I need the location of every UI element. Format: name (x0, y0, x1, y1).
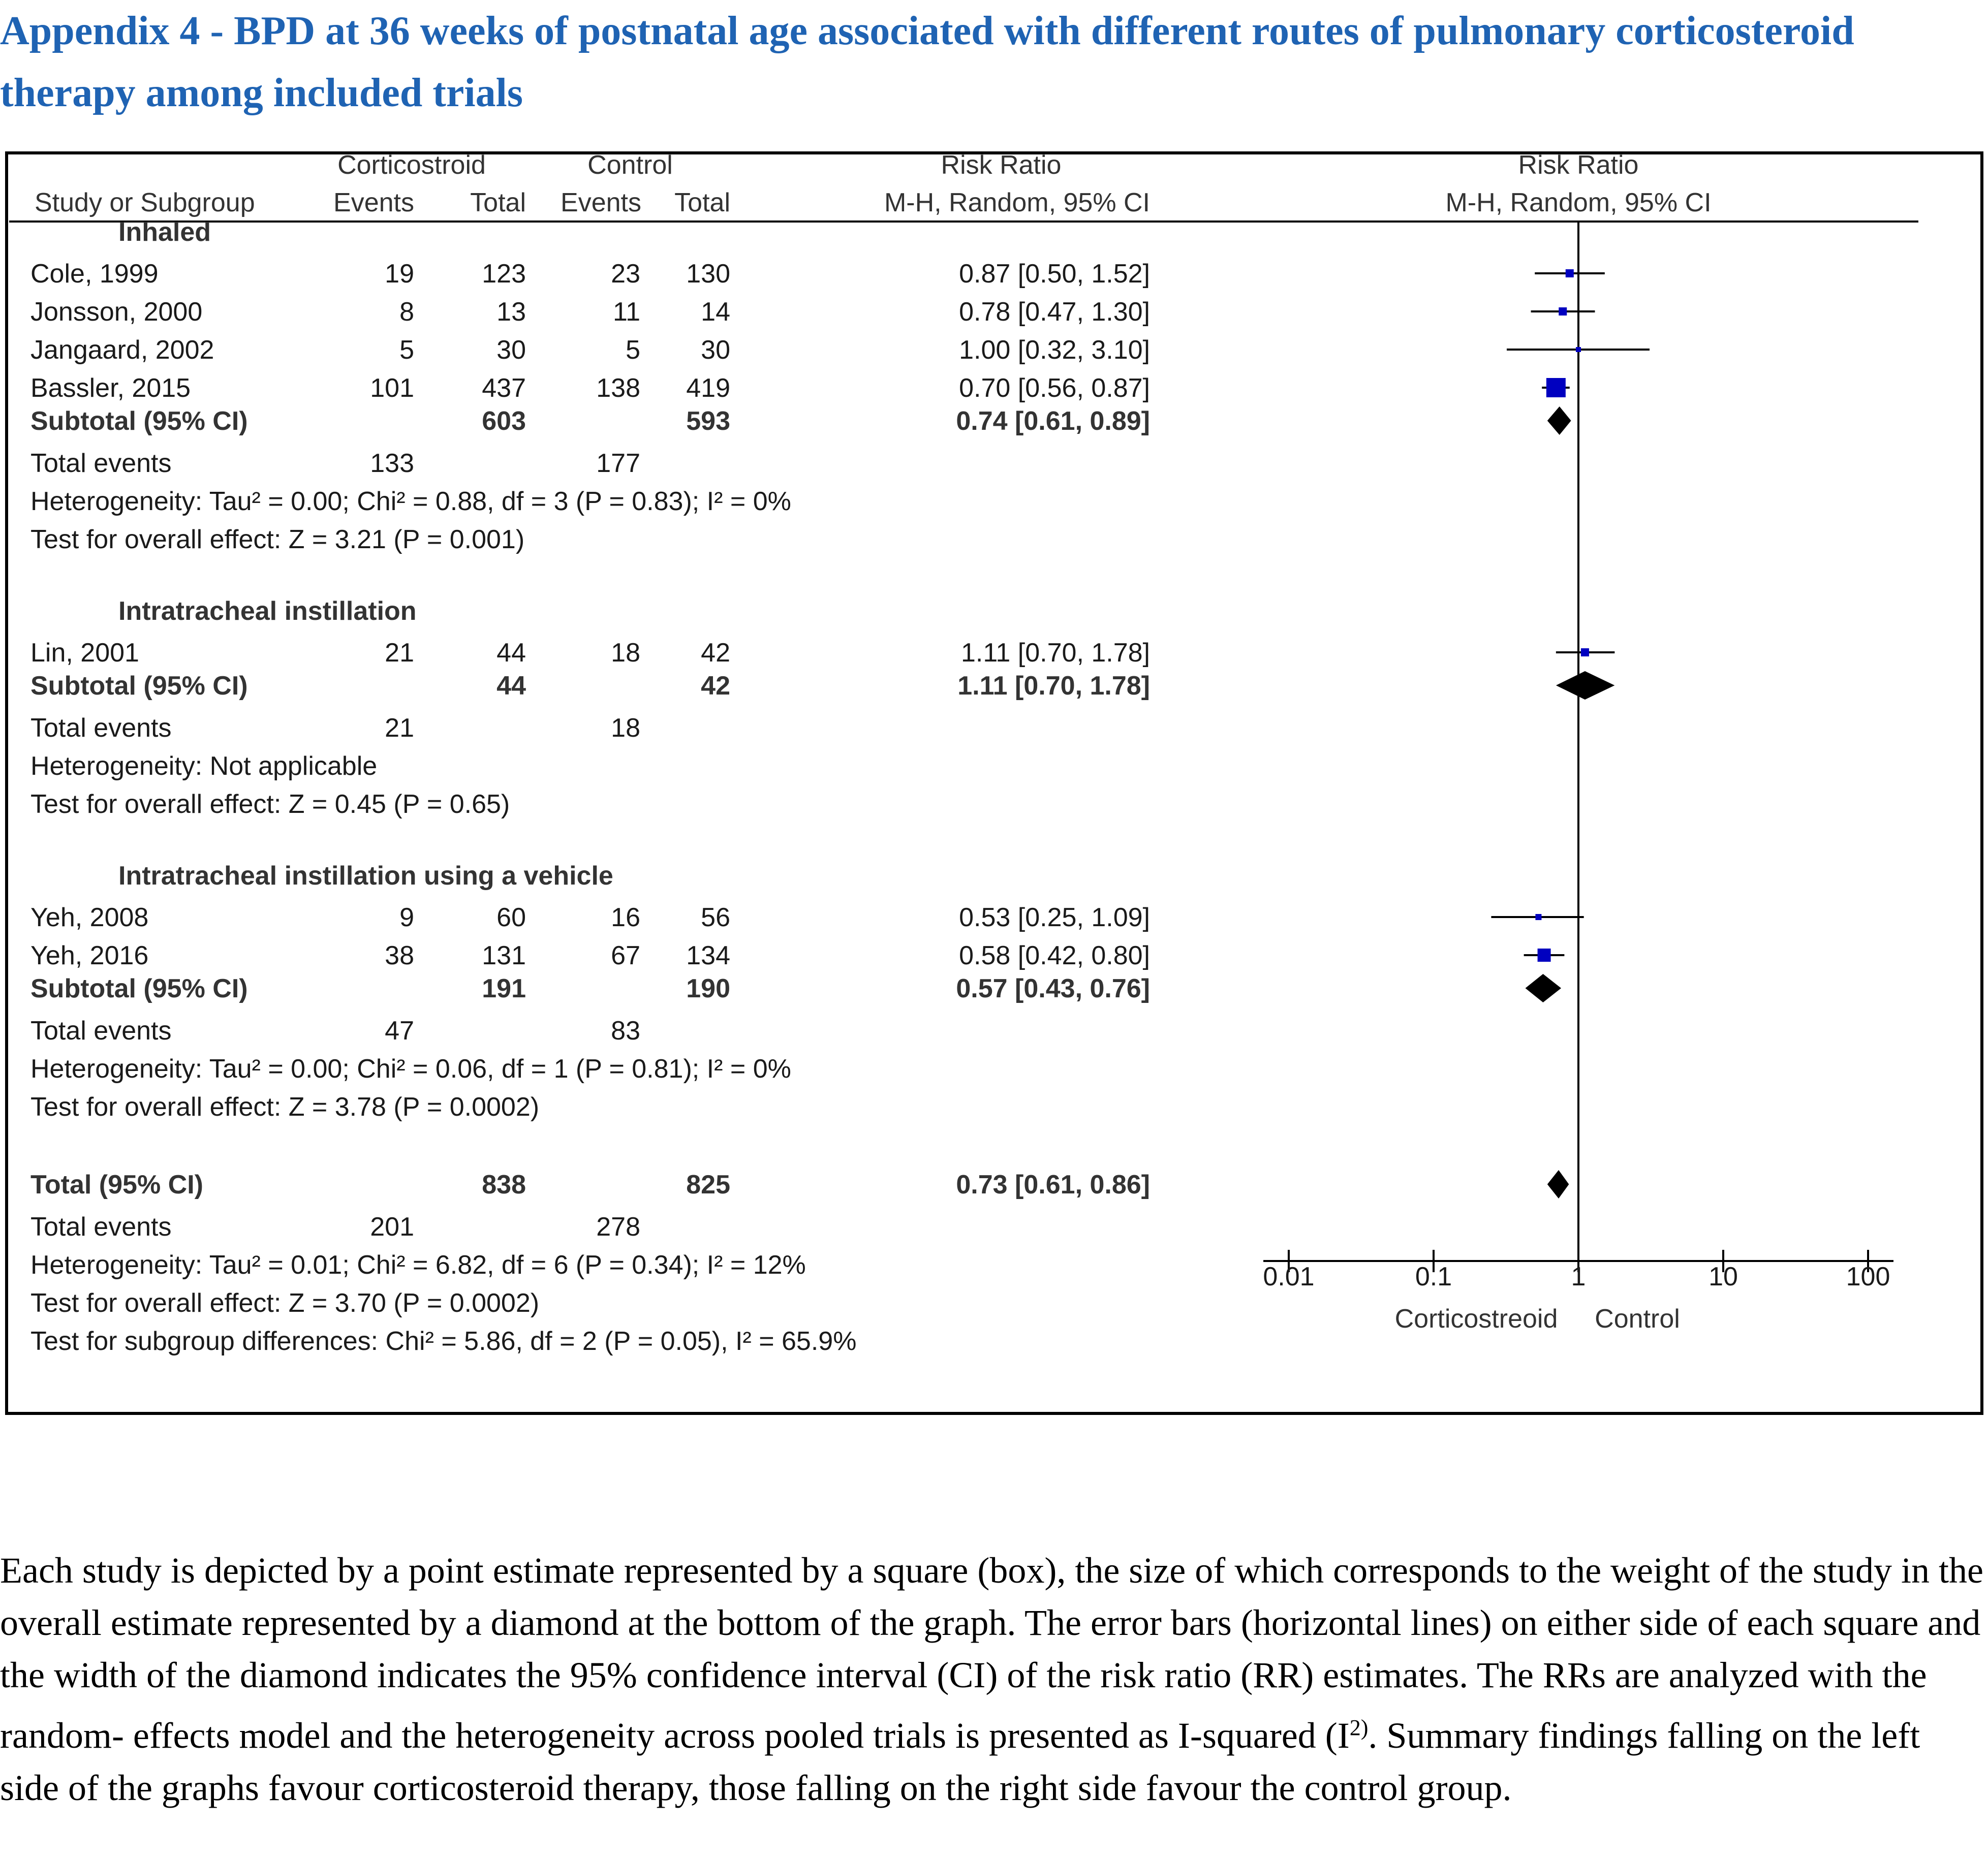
events-control: 16 (611, 903, 640, 932)
caption-text-2: . Summary findings falling on the left side of the graphs favour corticosteroid therapy, those falling on the right side favour the control group. (0, 1715, 1920, 1808)
subtotal-ci: 1.11 [0.70, 1.78] (957, 671, 1150, 701)
header-ci-right: M-H, Random, 95% CI (1445, 188, 1712, 217)
subtotal-diamond (1526, 974, 1561, 1002)
total-events-label: Total events (30, 1212, 172, 1242)
header-control: Control (587, 150, 673, 180)
total-control: 134 (686, 941, 730, 970)
total-events-control: 177 (596, 449, 640, 478)
point-estimate-square (1546, 378, 1566, 397)
total-corticosteroid: 13 (496, 297, 526, 327)
subtotal-diamond (1556, 671, 1615, 700)
x-axis-tick-label: 10 (1709, 1262, 1738, 1291)
events-control: 138 (596, 373, 640, 403)
x-axis-tick-label: 100 (1846, 1262, 1890, 1291)
caption-text-1: Each study is depicted by a point estimate represented by a square (box), the size of which corresponds to the weight of the study in the overall estimate represented by a diamond at the bottom of the graph. The error bars (horizontal lines) on either side of each square and the width of the diamond indicates the 95% confidence interval (CI) of the risk ratio (RR) estimates. The RRs are analyzed with the random- effects model and the heterogeneity across pooled trials is presented as I-squared (I (0, 1550, 1983, 1756)
header-risk-ratio-right: Risk Ratio (1518, 150, 1639, 180)
subtotal-diamond (1547, 406, 1571, 435)
statistics-line: Heterogeneity: Tau² = 0.01; Chi² = 6.82, df = 6 (P = 0.34); I² = 12% (30, 1250, 806, 1280)
study-name: Jangaard, 2002 (30, 335, 214, 365)
total-control: 14 (701, 297, 730, 327)
overall-total-corticosteroid: 838 (482, 1170, 526, 1200)
subtotal-label: Subtotal (95% CI) (30, 406, 248, 436)
x-axis-tick-label: 0.1 (1415, 1262, 1452, 1291)
risk-ratio-ci: 0.87 [0.50, 1.52] (959, 259, 1150, 289)
risk-ratio-ci: 0.53 [0.25, 1.09] (959, 903, 1150, 932)
favours-control-label: Control (1595, 1304, 1680, 1334)
header-corticosteroid: Corticostroid (337, 150, 486, 180)
total-corticosteroid: 30 (496, 335, 526, 365)
total-events-label: Total events (30, 1016, 172, 1046)
header-total-2: Total (674, 188, 730, 217)
total-events-corticosteroid: 21 (385, 713, 414, 743)
subtotal-ci: 0.57 [0.43, 0.76] (956, 974, 1150, 1003)
events-control: 11 (613, 297, 640, 327)
overall-ci: 0.73 [0.61, 0.86] (956, 1170, 1150, 1200)
statistics-line: Heterogeneity: Tau² = 0.00; Chi² = 0.06, df = 1 (P = 0.81); I² = 0% (30, 1054, 791, 1084)
statistics-line: Test for overall effect: Z = 0.45 (P = 0.65) (30, 790, 510, 819)
header-events-1: Events (333, 188, 414, 217)
header-total-1: Total (470, 188, 526, 217)
subtotal-total-corticosteroid: 191 (482, 974, 526, 1003)
header-study: Study or Subgroup (35, 188, 255, 217)
study-name: Cole, 1999 (30, 259, 159, 289)
total-control: 130 (686, 259, 730, 289)
total-control: 30 (701, 335, 730, 365)
subtotal-total-control: 42 (701, 671, 730, 701)
total-control: 419 (686, 373, 730, 403)
overall-total-control: 825 (686, 1170, 730, 1200)
study-name: Lin, 2001 (30, 638, 139, 668)
total-corticosteroid: 437 (482, 373, 526, 403)
total-events-control: 278 (596, 1212, 640, 1242)
events-corticosteroid: 19 (385, 259, 414, 289)
subgroup-heading: Intratracheal instillation using a vehicle (118, 861, 613, 891)
total-control: 56 (701, 903, 730, 932)
study-name: Yeh, 2008 (30, 903, 149, 932)
caption-superscript: 2) (1349, 1715, 1369, 1740)
events-corticosteroid: 21 (385, 638, 414, 668)
events-control: 18 (611, 638, 640, 668)
subtotal-total-corticosteroid: 44 (496, 671, 526, 701)
figure-caption (0, 1544, 1984, 1814)
point-estimate-square (1576, 347, 1581, 352)
total-corticosteroid: 60 (496, 903, 526, 932)
total-events-label: Total events (30, 449, 172, 478)
events-corticosteroid: 8 (399, 297, 414, 327)
events-corticosteroid: 9 (399, 903, 414, 932)
study-name: Yeh, 2016 (30, 941, 149, 970)
total-events-corticosteroid: 201 (370, 1212, 414, 1242)
header-risk-ratio-left: Risk Ratio (941, 150, 1062, 180)
statistics-line: Heterogeneity: Tau² = 0.00; Chi² = 0.88, df = 3 (P = 0.83); I² = 0% (30, 487, 791, 516)
subtotal-total-corticosteroid: 603 (482, 406, 526, 436)
total-corticosteroid: 131 (482, 941, 526, 970)
total-events-label: Total events (30, 713, 172, 743)
statistics-line: Test for subgroup differences: Chi² = 5.86, df = 2 (P = 0.05), I² = 65.9% (30, 1327, 857, 1356)
events-control: 23 (611, 259, 640, 289)
study-name: Bassler, 2015 (30, 373, 191, 403)
point-estimate-square (1535, 914, 1541, 920)
statistics-line: Test for overall effect: Z = 3.70 (P = 0.0002) (30, 1288, 540, 1318)
total-corticosteroid: 123 (482, 259, 526, 289)
point-estimate-square (1559, 307, 1567, 316)
total-corticosteroid: 44 (496, 638, 526, 668)
risk-ratio-ci: 0.70 [0.56, 0.87] (959, 373, 1150, 403)
subtotal-total-control: 593 (686, 406, 730, 436)
subgroup-heading: Intratracheal instillation (118, 596, 417, 626)
risk-ratio-ci: 1.11 [0.70, 1.78] (961, 638, 1150, 668)
subtotal-label: Subtotal (95% CI) (30, 671, 248, 701)
overall-label: Total (95% CI) (30, 1170, 203, 1200)
events-corticosteroid: 101 (370, 373, 414, 403)
point-estimate-square (1566, 269, 1574, 277)
point-estimate-square (1538, 949, 1551, 962)
study-name: Jonsson, 2000 (30, 297, 203, 327)
total-events-control: 18 (611, 713, 640, 743)
events-corticosteroid: 38 (385, 941, 414, 970)
events-control: 5 (626, 335, 640, 365)
x-axis-tick-label: 0.01 (1263, 1262, 1315, 1291)
total-events-corticosteroid: 133 (370, 449, 414, 478)
total-control: 42 (701, 638, 730, 668)
risk-ratio-ci: 0.58 [0.42, 0.80] (959, 941, 1150, 970)
header-events-2: Events (561, 188, 641, 217)
favours-corticosteroid-label: Corticostreoid (1394, 1304, 1558, 1334)
page-title: Appendix 4 - BPD at 36 weeks of postnatal age associated with different routes of pulmonary corticosteroid therapy among included trials (0, 9, 1854, 115)
overall-diamond (1547, 1170, 1569, 1199)
risk-ratio-ci: 0.78 [0.47, 1.30] (959, 297, 1150, 327)
statistics-line: Test for overall effect: Z = 3.21 (P = 0.001) (30, 525, 525, 554)
header-ci-left: M-H, Random, 95% CI (884, 188, 1150, 217)
subtotal-ci: 0.74 [0.61, 0.89] (956, 406, 1150, 436)
statistics-line: Heterogeneity: Not applicable (30, 751, 378, 781)
subgroup-heading: Inhaled (118, 217, 211, 247)
subtotal-label: Subtotal (95% CI) (30, 974, 248, 1003)
statistics-line: Test for overall effect: Z = 3.78 (P = 0.0002) (30, 1092, 540, 1122)
total-events-corticosteroid: 47 (385, 1016, 414, 1046)
total-events-control: 83 (611, 1016, 640, 1046)
subtotal-total-control: 190 (686, 974, 730, 1003)
events-corticosteroid: 5 (399, 335, 414, 365)
point-estimate-square (1581, 648, 1589, 656)
events-control: 67 (611, 941, 640, 970)
x-axis-tick-label: 1 (1571, 1262, 1586, 1291)
risk-ratio-ci: 1.00 [0.32, 3.10] (959, 335, 1150, 365)
